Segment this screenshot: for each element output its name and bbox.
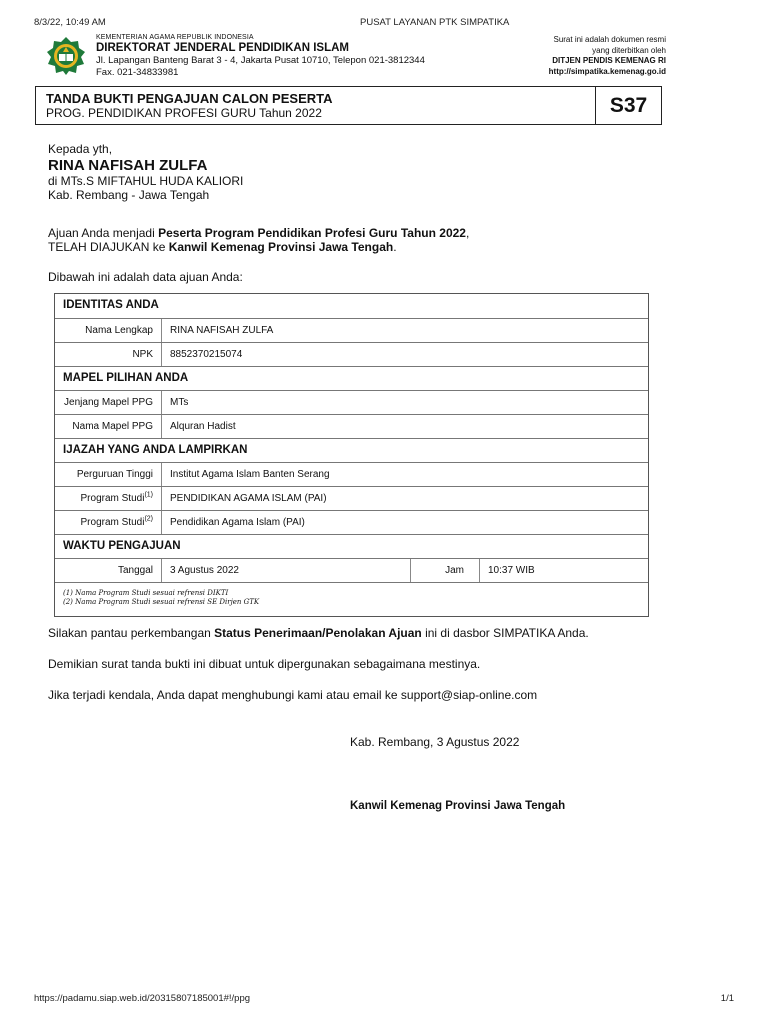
print-url: https://padamu.siap.web.id/20315807185001#!/ppg — [34, 993, 251, 1004]
table-row — [55, 462, 648, 486]
section-ijazah: IJAZAH YANG ANDA LAMPIRKAN — [55, 438, 648, 462]
field-label: Jenjang Mapel PPG — [55, 391, 162, 414]
ministry-name: KEMENTERIAN AGAMA REPUBLIK INDONESIA — [96, 34, 254, 41]
footnote-1: (1) Nama Program Studi sesuai refrensi DIKTI — [63, 589, 229, 597]
table-row — [55, 510, 648, 534]
document-code: S37 — [595, 86, 662, 125]
status-highlight: Status Penerimaan/Penolakan Ajuan — [214, 626, 422, 640]
field-label: Perguruan Tinggi — [55, 463, 162, 486]
print-footer — [0, 993, 768, 1005]
official-note — [549, 35, 666, 77]
document-title-box — [35, 86, 662, 125]
field-label — [55, 511, 162, 534]
issuer-name: DITJEN PENDIS KEMENAG RI — [552, 56, 666, 65]
office-address: Jl. Lapangan Banteng Barat 3 - 4, Jakarta Pusat 10710, Telepon 021-3812344 — [96, 55, 425, 66]
table-row — [55, 486, 648, 510]
print-datetime: 8/3/22, 10:49 AM — [34, 17, 106, 28]
signatory: Kanwil Kemenag Provinsi Jawa Tengah — [350, 800, 566, 812]
document-title: TANDA BUKTI PENGAJUAN CALON PESERTA — [46, 91, 333, 106]
table-row — [55, 318, 648, 342]
recipient-school: di MTs.S MIFTAHUL HUDA KALIORI — [48, 174, 244, 188]
contact-paragraph: Jika terjadi kendala, Anda dapat menghubungi kami atau email ke support@siap-online.com — [48, 688, 538, 702]
kemenag-emblem-icon — [46, 36, 86, 76]
letterhead — [46, 34, 666, 78]
field-label: Tanggal — [55, 559, 162, 582]
issuer-website: http://simpatika.kemenag.go.id — [548, 66, 666, 76]
table-row — [55, 342, 648, 366]
intro-program: Peserta Program Pendidikan Profesi Guru Tahun 2022 — [158, 226, 466, 240]
field-label: Jam — [410, 559, 480, 582]
recipient-name: RINA NAFISAH ZULFA — [48, 157, 208, 174]
status-text-1: Silakan pantau perkembangan — [48, 626, 215, 640]
print-page-number: 1/1 — [720, 993, 734, 1004]
footnote-ref: (1) — [144, 491, 153, 499]
closing-paragraph: Demikian surat tanda bukti ini dibuat untuk dipergunakan sebagaimana mestinya. — [48, 657, 481, 671]
print-header — [0, 17, 768, 29]
field-label: NPK — [55, 343, 162, 366]
section-identitas: IDENTITAS ANDA — [63, 299, 159, 311]
section-mapel: MAPEL PILIHAN ANDA — [55, 366, 648, 390]
intro-period: . — [393, 240, 397, 254]
print-page-title: PUSAT LAYANAN PTK SIMPATIKA — [360, 17, 510, 28]
table-row — [55, 390, 648, 414]
field-value-program-2: Pendidikan Agama Islam (PAI) — [170, 517, 305, 528]
footnote-ref: (2) — [144, 515, 153, 523]
place-date: Kab. Rembang, 3 Agustus 2022 — [350, 735, 520, 749]
field-label-text: Program Studi — [80, 493, 145, 504]
field-value-npk: 8852370215074 — [170, 349, 243, 360]
field-value-name: RINA NAFISAH ZULFA — [170, 325, 274, 336]
field-value-jenjang: MTs — [170, 397, 189, 408]
field-value-date: 3 Agustus 2022 — [170, 565, 239, 576]
intro-text-1: Ajuan Anda menjadi — [48, 226, 159, 240]
field-value-program-1: PENDIDIKAN AGAMA ISLAM (PAI) — [170, 493, 327, 504]
office-fax: Fax. 021-34833981 — [96, 66, 179, 78]
field-label: Nama Lengkap — [55, 319, 162, 342]
table-footnotes — [55, 582, 648, 616]
intro-paragraph — [48, 226, 688, 254]
recipient-region: Kab. Rembang - Jawa Tengah — [48, 188, 210, 202]
official-note-line2: yang diterbitkan oleh — [592, 45, 666, 55]
intro-comma: , — [465, 226, 470, 240]
table-row — [55, 414, 648, 438]
field-label — [55, 487, 162, 510]
section-waktu: WAKTU PENGAJUAN — [55, 534, 648, 558]
field-label: Nama Mapel PPG — [55, 415, 162, 438]
intro-text-2: TELAH DIAJUKAN ke — [48, 240, 169, 254]
field-value-university: Institut Agama Islam Banten Serang — [170, 469, 330, 480]
official-note-line1: Surat ini adalah dokumen resmi — [553, 35, 666, 44]
recipient-block — [48, 142, 243, 202]
submission-data-table — [54, 293, 649, 617]
data-intro: Dibawah ini adalah data ajuan Anda: — [48, 270, 243, 284]
directorate-name: DIREKTORAT JENDERAL PENDIDIKAN ISLAM — [96, 42, 350, 54]
recipient-greeting: Kepada yth, — [48, 142, 113, 156]
table-row — [55, 558, 648, 582]
intro-kanwil: Kanwil Kemenag Provinsi Jawa Tengah — [168, 240, 394, 254]
status-text-2: ini di dasbor SIMPATIKA Anda. — [421, 626, 589, 640]
field-value-mapel: Alquran Hadist — [170, 421, 236, 432]
document-subtitle: PROG. PENDIDIKAN PROFESI GURU Tahun 2022 — [46, 106, 322, 120]
field-value-time: 10:37 WIB — [488, 565, 535, 576]
field-label-text: Program Studi — [80, 517, 145, 528]
status-paragraph — [48, 626, 688, 640]
footnote-2: (2) Nama Program Studi sesuai refrensi SE Dirjen GTK — [63, 598, 260, 606]
